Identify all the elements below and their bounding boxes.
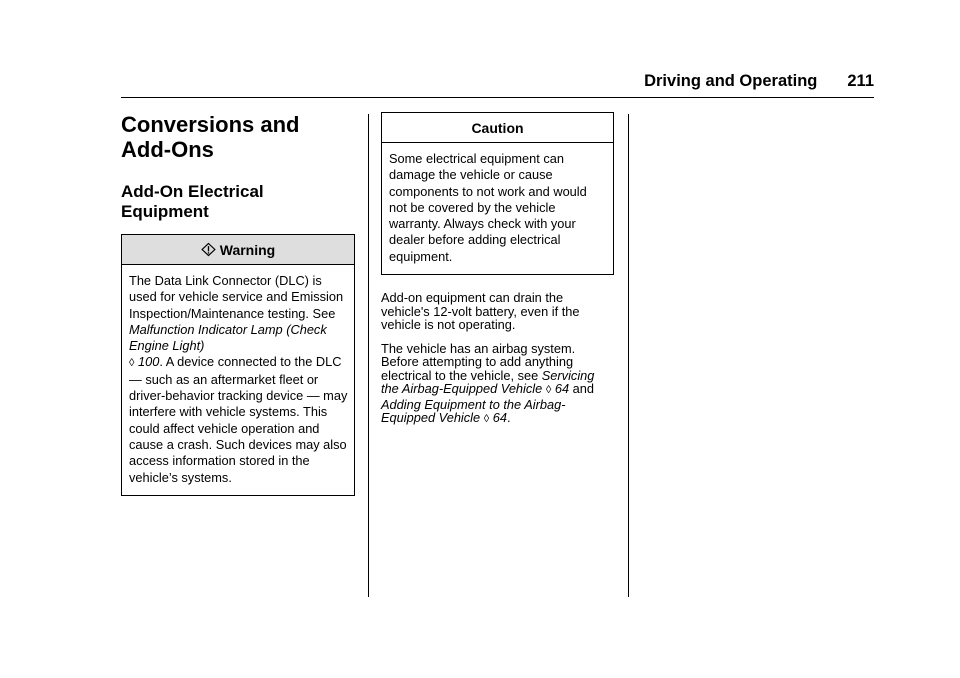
warning-box — [121, 234, 355, 496]
caution-box — [381, 112, 614, 275]
airbag-reference-page-2[interactable]: 64 — [492, 410, 507, 426]
subsection-heading-line2: Equipment — [121, 202, 209, 221]
subsection-heading-line1: Add-On Electrical — [121, 182, 264, 201]
caution-text: Some electrical equipment can damage the vehicle or cause components to not work and would not be covered by the vehicle warranty. Always check with your dealer before adding electrical equipment. — [389, 151, 587, 264]
section-heading-line1: Conversions and — [121, 112, 300, 137]
warning-reference-page[interactable]: 100 — [138, 354, 160, 370]
subsection-heading — [121, 182, 355, 222]
section-heading — [121, 108, 355, 162]
header-rule — [121, 97, 874, 98]
body-text — [381, 291, 614, 427]
airbag-reference-link-2[interactable]: Adding Equipment to the Airbag-Equipped Vehicle — [381, 396, 566, 426]
airbag-paragraph: The vehicle has an airbag system. Before attempting to add anything electrical to the vehicle, see Servicing the Airbag-Equipped Vehicle ◊ 64 and Adding Equipment to the Airbag-Equipped Vehicle ◊ 64. — [381, 340, 595, 426]
warning-title: Warning — [219, 242, 276, 258]
page-ref-icon: ◊ — [483, 413, 490, 426]
page-ref-icon: ◊ — [545, 384, 552, 397]
warning-text: The Data Link Connector (DLC) is used for vehicle service and Emission Inspection/Maintenance testing. See Malfunction Indicator Lamp (Check Engine Light) ◊ 100. A device connected to the DLC — such as an aftermarket fleet or driver-behavior tracking device — may interfere with vehicle systems. This could affect vehicle operation and cause a crash. Such devices may also access information stored in the vehicle’s systems. — [129, 273, 348, 485]
left-column — [121, 108, 355, 496]
page-ref-icon: ◊ — [129, 357, 135, 370]
column-divider-right — [628, 114, 629, 597]
right-column — [381, 108, 614, 437]
warning-title-bar — [122, 235, 354, 265]
battery-paragraph: Add-on equipment can drain the vehicle's 12-volt battery, even if the vehicle is not operating. — [381, 290, 580, 333]
airbag-reference-link-1[interactable]: Servicing the Airbag-Equipped Vehicle — [381, 367, 595, 397]
section-title: Driving and Operating — [644, 72, 818, 90]
column-divider-left — [368, 114, 369, 597]
warning-reference-link[interactable]: Malfunction Indicator Lamp (Check Engine Light) — [129, 321, 327, 354]
page-number: 211 — [847, 72, 874, 90]
section-heading-line2: Add-Ons — [121, 137, 214, 162]
running-header — [644, 72, 874, 91]
warning-icon — [201, 242, 216, 257]
airbag-reference-page-1[interactable]: 64 — [554, 381, 570, 397]
caution-title: Caution — [382, 113, 613, 143]
